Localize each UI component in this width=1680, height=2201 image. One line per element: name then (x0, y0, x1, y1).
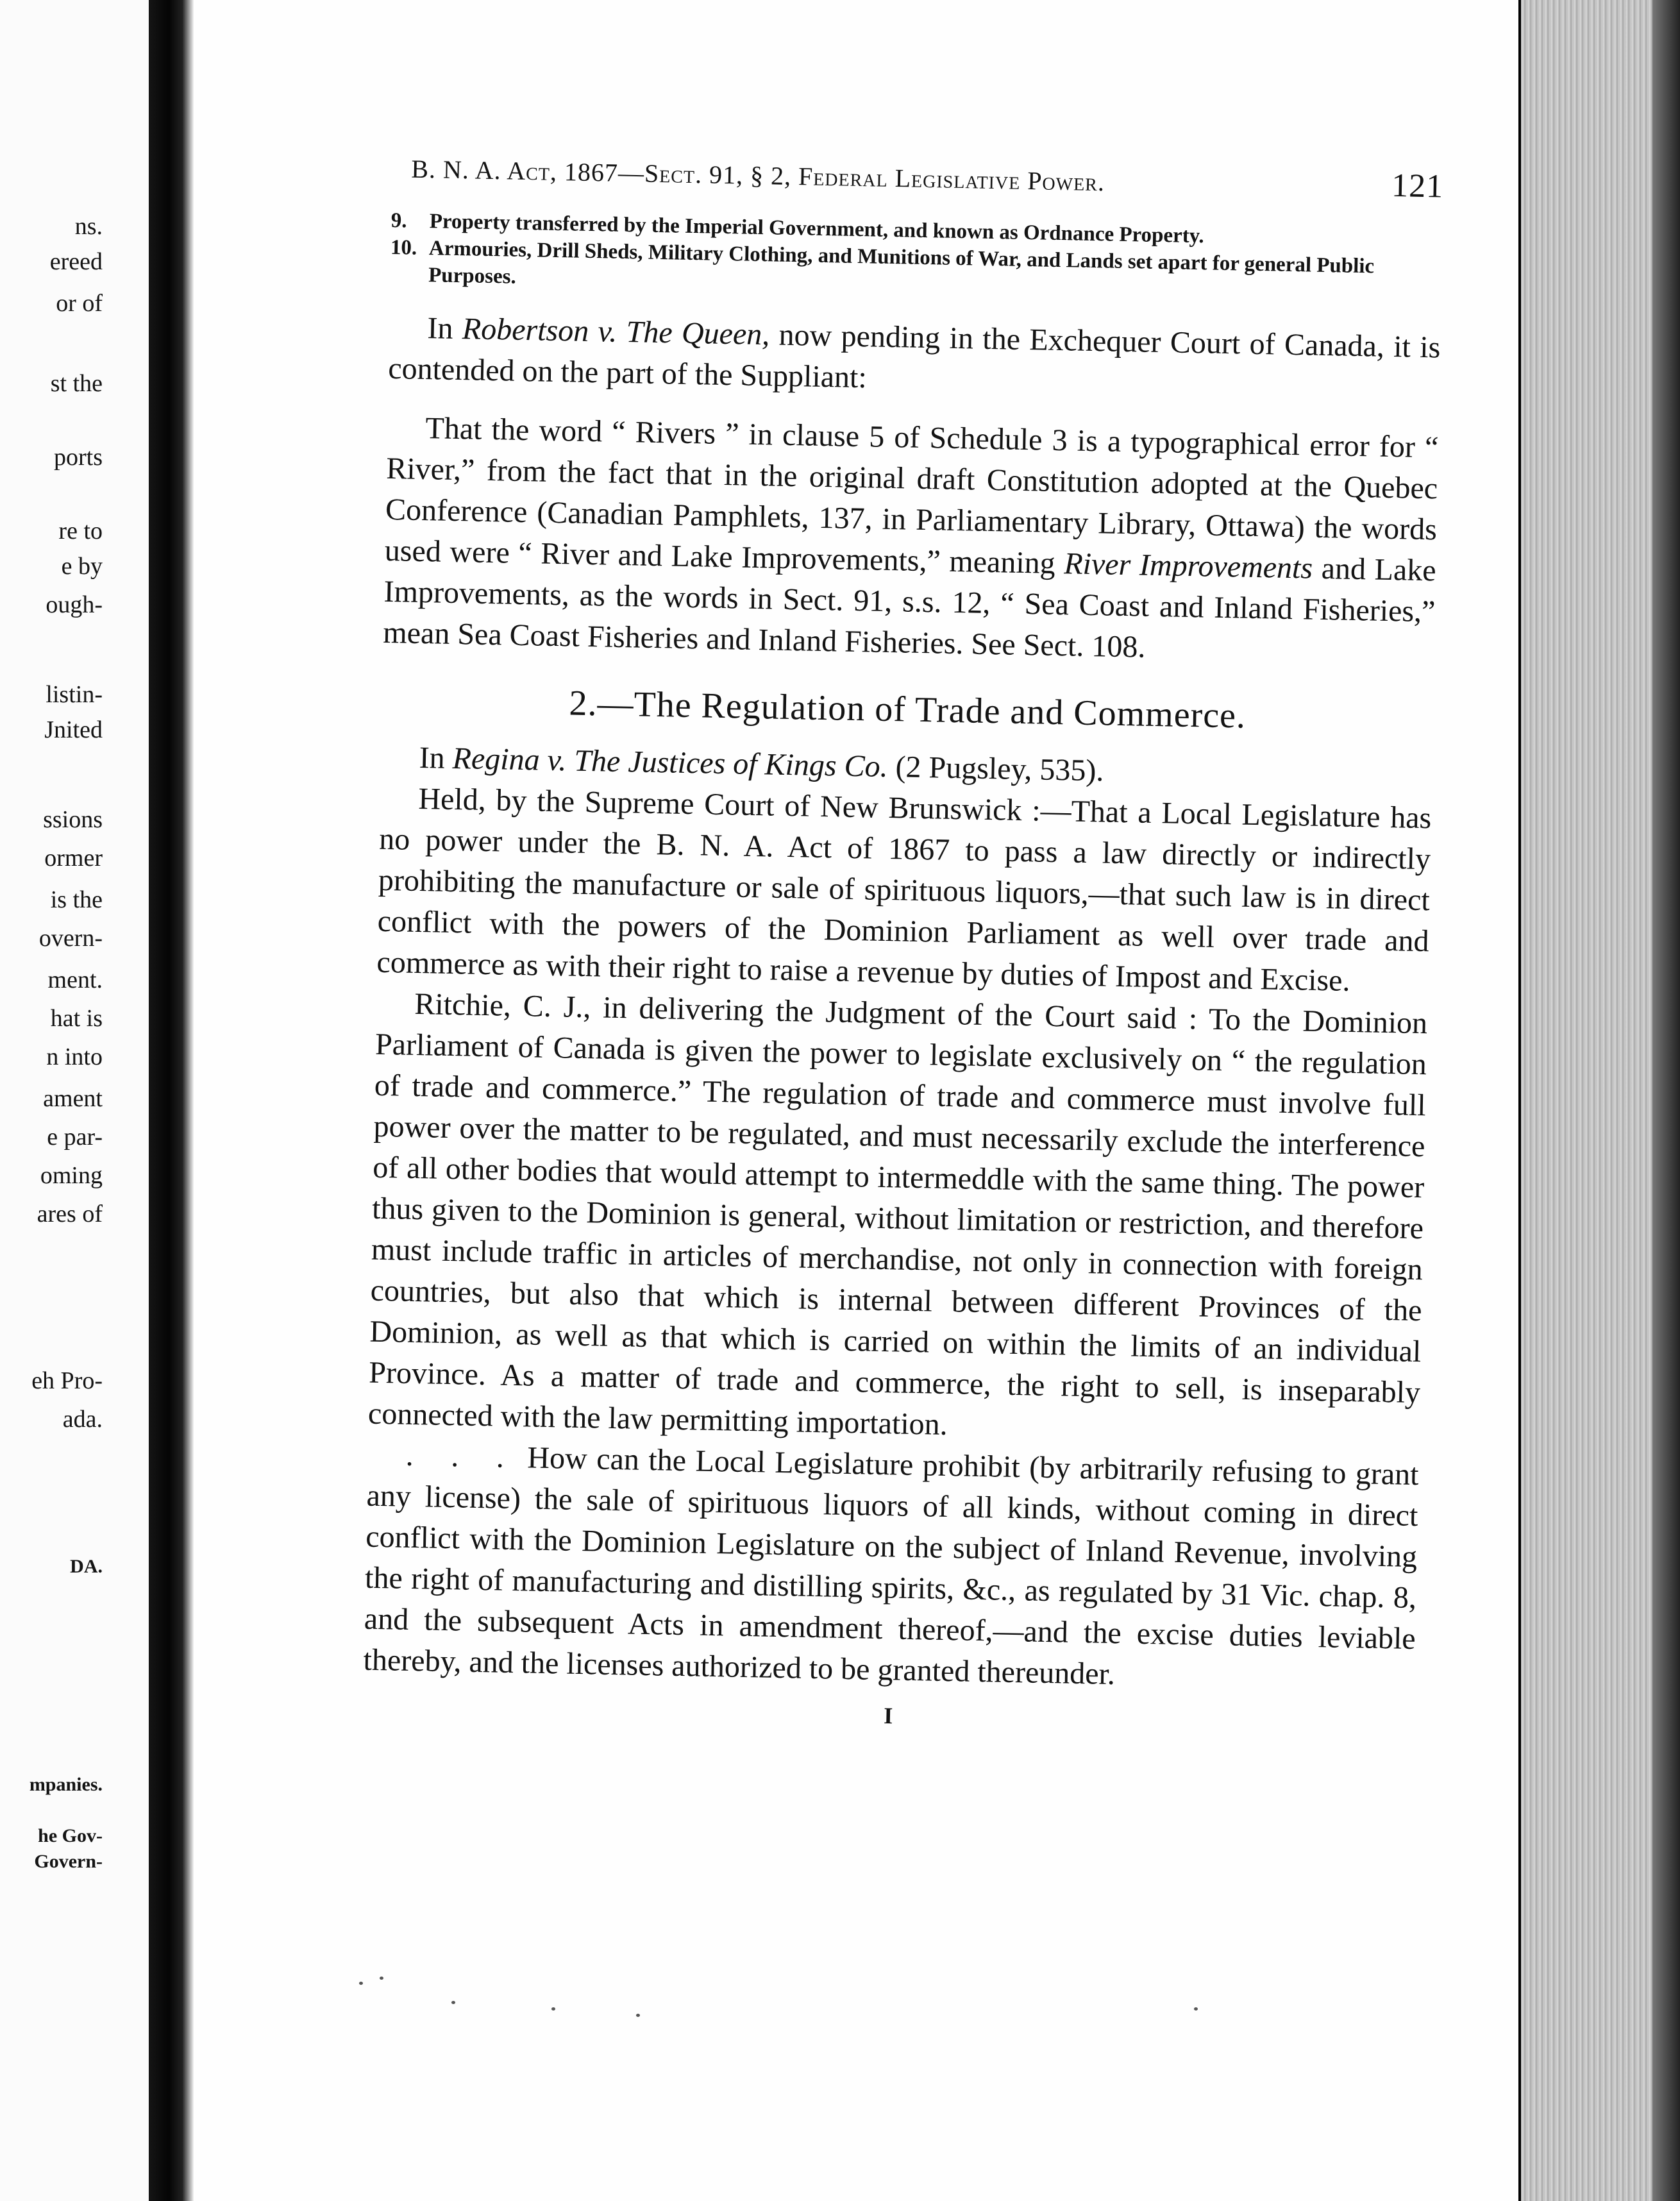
text-run: That the word “ Rivers ” in clause 5 of Schedule 3 is a typographical error for “ River,” from the fact that in the original draft Constitution adopted at the Quebec Conference (Canadian Pamphlets, 137, in Parliamentary Library, Ottawa) the words used were “ River and Lake Improvements,” meaning (384, 411, 1439, 581)
page-number: 121 (1391, 167, 1444, 205)
left-page-fragment: ada. (62, 1406, 103, 1433)
left-page-fragment: oming (40, 1162, 103, 1189)
robertson-argument (383, 407, 1439, 673)
case-citation: (2 Pugsley, 535). (887, 750, 1104, 788)
schedule-item-text: Property transferred by the Imperial Government, and known as Ordnance Property. (429, 210, 1205, 248)
left-page-fragment: ment. (47, 966, 103, 993)
left-page-fragment: listin- (46, 681, 103, 708)
text-run: How can the Local Legislature prohibit (by arbitrarily refusing to grant any license) the sale of spirituous liquors of all kinds, without coming in direct conflict with the Dominion Legislature on the subject of Inland Revenue, involving the right of manufacturing and distilling spirits, &c., as regulated by 31 Vic. chap. 8, and the subsequent Acts in amendment thereof,—and the excise duties leviable thereby, and the licenses authorized to be granted thereunder. (363, 1440, 1420, 1692)
text-run: and Lake Improvements, as the words in Sect. 91, s.s. 12, “ Sea Coast and Inland Fisheries,” mean Sea Coast Fisheries and Inland Fisheries. See Sect. 108. (382, 551, 1437, 664)
left-page-fragment: eh Pro- (31, 1367, 103, 1394)
left-page-fragment: Jnited (44, 716, 103, 743)
held-paragraph: Held, by the Supreme Court of New Brunswick :—That a Local Legislature has no power under the B. N. A. Act of 1867 to pass a law directly or indirectly prohibiting the manufacture or sale of spirituous liquors,—that such law is in direct conflict with the powers of the Dominion Parliament as well over trade and commerce as with their right to raise a revenue by duties of Impost and Excise. (376, 781, 1432, 998)
left-page-fragment: ough- (46, 591, 103, 618)
left-page-fragment: n into (46, 1043, 103, 1070)
speck (451, 2001, 455, 2004)
speck (551, 2007, 555, 2011)
main-page (194, 0, 1518, 2201)
text-run: In (427, 311, 463, 346)
left-page-fragment: overn- (38, 925, 103, 952)
case-name-robertson: Robertson v. The Queen, (462, 312, 770, 352)
running-title: B. N. A. Act, 1867—Sect. 91, § 2, Federal Legislative Power. (410, 154, 1105, 197)
left-page-fragment: DA. (70, 1556, 103, 1577)
speck (359, 1982, 363, 1985)
schedule-item-number: 9. (391, 208, 407, 233)
left-page-fragment: e by (61, 553, 103, 580)
ellipsis: . . . (405, 1438, 519, 1475)
signature-mark: I (883, 1703, 893, 1729)
left-page-fragment: ports (54, 444, 103, 471)
left-page-fragment: mpanies. (29, 1774, 103, 1795)
left-page-fragment: ormer (44, 845, 103, 872)
left-page-fragment: ereed (49, 248, 103, 275)
schedule-item-number: 10. (390, 235, 417, 260)
book-gutter (149, 0, 194, 2201)
left-page-fragment: or of (56, 290, 103, 317)
book-edge (1652, 0, 1680, 2201)
left-page-fragment: ares of (37, 1201, 103, 1227)
left-page-fragment: he Gov- (38, 1825, 103, 1846)
left-page-fragment: hat is (50, 1005, 103, 1032)
left-page-fragment: e par- (47, 1124, 103, 1151)
robertson-intro (388, 307, 1441, 409)
schedule-item-text: Armouries, Drill Sheds, Military Clothing, and Munitions of War, and Lands set apart for general Public Purposes. (428, 237, 1375, 289)
continuation-paragraph (363, 1435, 1419, 1701)
left-page-fragment: ament (43, 1085, 103, 1112)
left-page-fragment: Govern- (34, 1851, 103, 1872)
judgment-paragraph: Ritchie, C. J., in delivering the Judgment of the Court said : To the Dominion Parliament of Canada is given the power to legislate exclusively on “ the regulation of trade and commerce.” The regulation of trade and commerce must involve full power over the matter to be regulated, and must necessarily exclude the interference of all other bodies that would attempt to intermeddle with the same thing. The power thus given to the Dominion is general, without limitation or restriction, and therefore must include traffic in articles of merchandise, not only in connection with foreign countries, but also that which is internal between different Provinces of the Dominion, as well as that which is carried on within the limits of an individual Province. As a matter of trade and commerce, the right to sell, is inseparably connected with the law permitting importation. (367, 986, 1428, 1442)
stacked-page-edges (1521, 0, 1652, 2201)
left-page-fragment: ssions (43, 806, 103, 833)
running-header (392, 148, 1444, 205)
speck (380, 1977, 383, 1980)
italic-phrase: River Improvements (1063, 546, 1313, 586)
case-name-regina: Regina v. The Justices of Kings Co. (452, 741, 889, 784)
left-page-fragment: ns. (74, 213, 103, 240)
left-page-fragment: is the (50, 886, 103, 913)
speck (1194, 2007, 1198, 2011)
speck (636, 2014, 640, 2017)
text-run: In (419, 740, 453, 775)
section-heading: 2.—The Regulation of Trade and Commerce. (569, 683, 1247, 736)
page-content (362, 148, 1444, 1739)
text-run: now pending in the Exchequer Court of Canada, it is contended on the part of the Suppliant: (387, 317, 1441, 395)
left-page-fragment: re to (58, 518, 103, 544)
left-page-fragment: st the (50, 370, 103, 397)
